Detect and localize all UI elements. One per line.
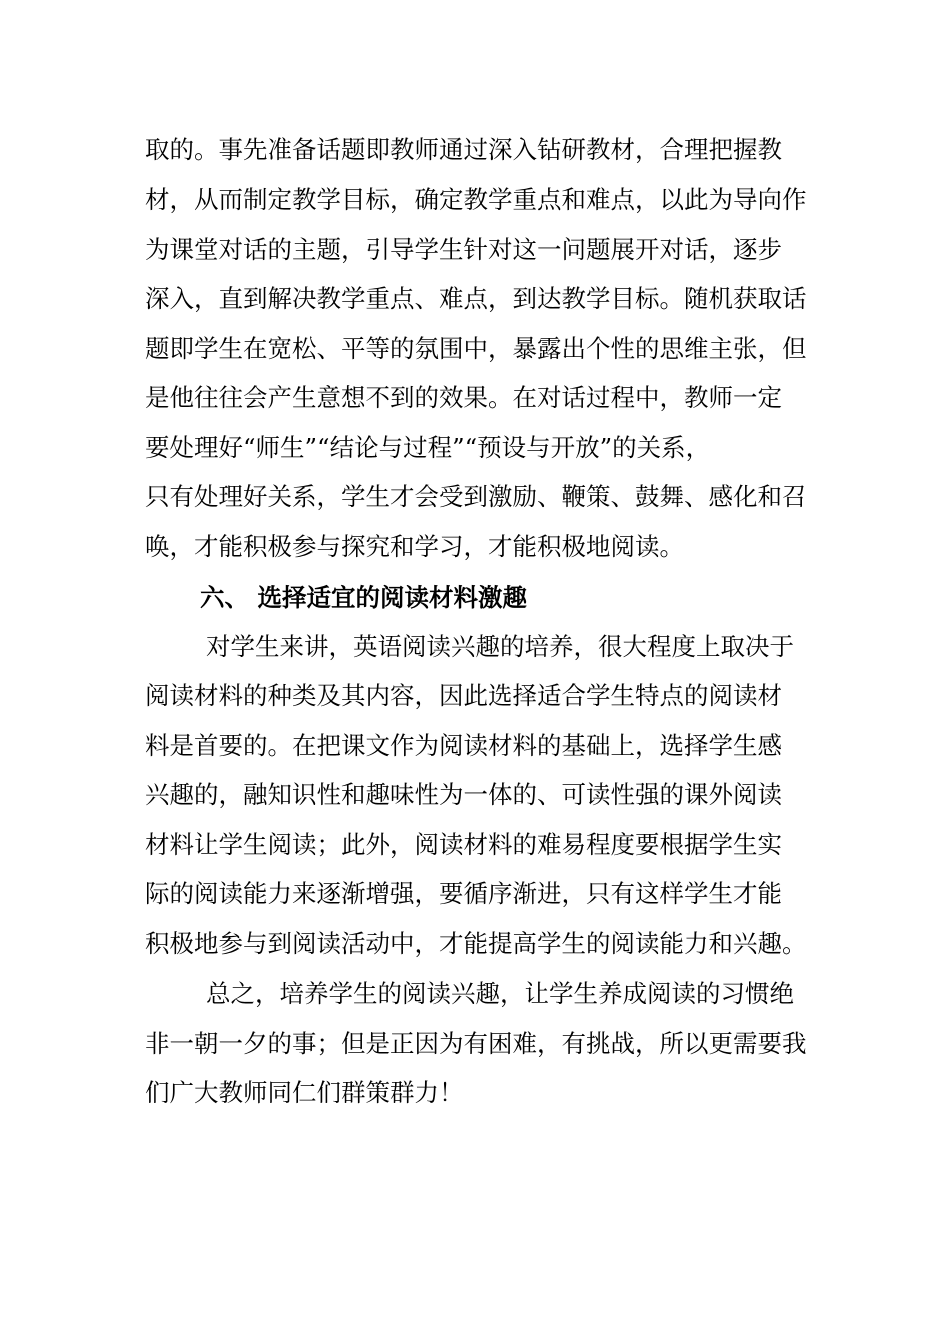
text-line: 总之，培养学生的阅读兴趣，让学生养成阅读的习惯绝 [206, 979, 794, 1008]
text-line: 取的。事先准备话题即教师通过深入钻研教材，合理把握教 [145, 135, 782, 164]
text-line: 为课堂对话的主题，引导学生针对这一问题展开对话，逐步 [145, 235, 782, 264]
text-line: 是他往往会产生意想不到的效果。在对话过程中，教师一定 [145, 383, 782, 412]
text-line: 材，从而制定教学目标，确定教学重点和难点，以此为导向作 [145, 185, 807, 214]
text-line: 唤，才能积极参与探究和学习，才能积极地阅读。 [145, 532, 684, 561]
text-line: 题即学生在宽松、平等的氛围中，暴露出个性的思维主张，但 [145, 334, 807, 363]
text-line: 积极地参与到阅读活动中，才能提高学生的阅读能力和兴趣。 [145, 929, 807, 958]
text-line: 材料让学生阅读；此外，阅读材料的难易程度要根据学生实 [145, 830, 782, 859]
text-line: 兴趣的，融知识性和趣味性为一体的、可读性强的课外阅读 [145, 780, 782, 809]
section-heading: 六、 选择适宜的阅读材料激趣 [200, 583, 528, 612]
text-line: 际的阅读能力来逐渐增强，要循序渐进，只有这样学生才能 [145, 879, 782, 908]
text-line: 阅读材料的种类及其内容，因此选择适合学生特点的阅读材 [145, 681, 782, 710]
text-line: 非一朝一夕的事；但是正因为有困难，有挑战，所以更需要我 [145, 1029, 807, 1058]
text-line: 对学生来讲，英语阅读兴趣的培养，很大程度上取决于 [206, 632, 794, 661]
text-line: 料是首要的。在把课文作为阅读材料的基础上，选择学生感 [145, 731, 782, 760]
text-line: 们广大教师同仁们群策群力！ [145, 1078, 464, 1107]
text-line: 深入，直到解决教学重点、难点，到达教学目标。随机获取话 [145, 284, 807, 313]
text-line: 只有处理好关系，学生才会受到激励、鞭策、鼓舞、感化和召 [145, 482, 807, 511]
text-line: 要处理好“师生”“结论与过程”“预设与开放”的关系， [145, 433, 711, 462]
